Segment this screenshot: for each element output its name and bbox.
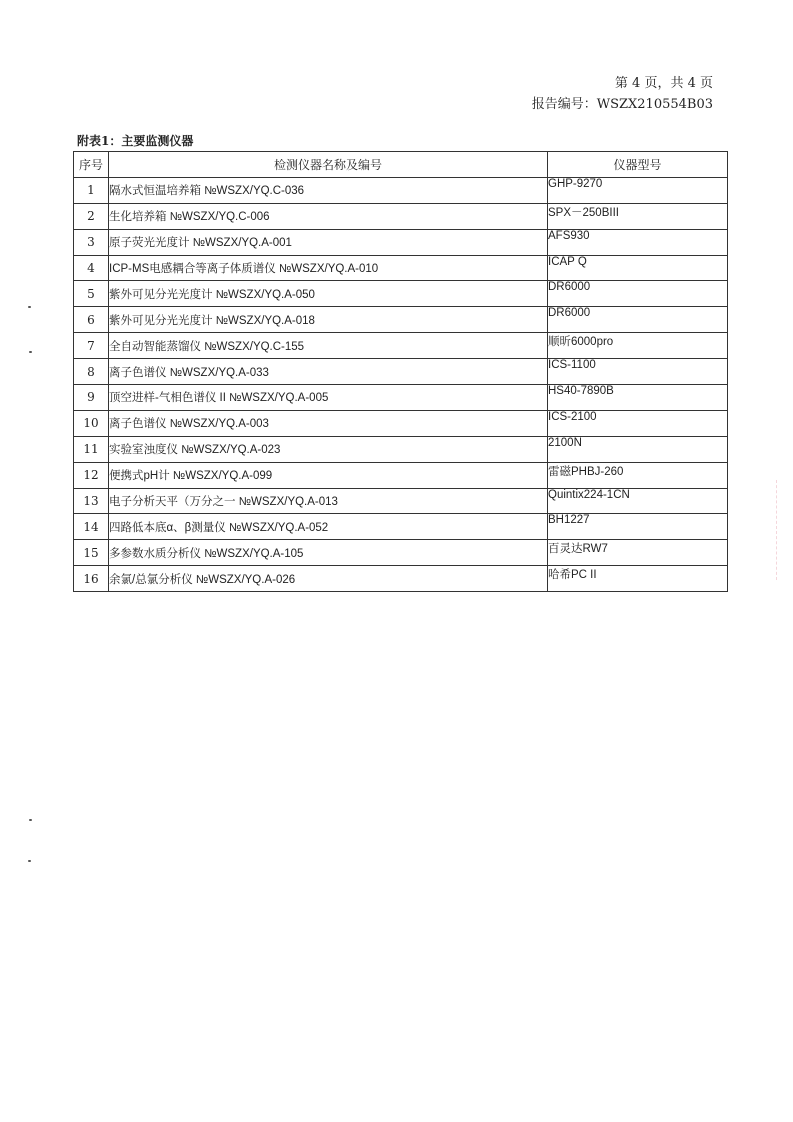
- cell-name: 电子分析天平（万分之一 №WSZX/YQ.A-013: [109, 488, 548, 514]
- scan-speck: [29, 351, 32, 353]
- cell-no: 9: [74, 385, 109, 411]
- table-header-row: [74, 152, 728, 178]
- table-row: [74, 566, 728, 592]
- cell-name: ICP-MS电感耦合等离子体质谱仪 №WSZX/YQ.A-010: [109, 255, 548, 281]
- cell-name: 余氯/总氯分析仪 №WSZX/YQ.A-026: [109, 566, 548, 592]
- cell-model: BH1227: [548, 514, 728, 540]
- cell-name: 顶空进样-气相色谱仪 II №WSZX/YQ.A-005: [109, 385, 548, 411]
- table-row: [74, 333, 728, 359]
- cell-no: 14: [74, 514, 109, 540]
- cell-model: DR6000: [548, 281, 728, 307]
- cell-model: 哈希PC II: [548, 566, 728, 592]
- cell-no: 2: [74, 203, 109, 229]
- table-row: [74, 359, 728, 385]
- page-info: 第 4 页，共 4 页: [614, 76, 713, 91]
- cell-no: 6: [74, 307, 109, 333]
- cell-name: 四路低本底α、β测量仪 №WSZX/YQ.A-052: [109, 514, 548, 540]
- cell-no: 8: [74, 359, 109, 385]
- cell-model: Quintix224-1CN: [548, 488, 728, 514]
- table-row: [74, 436, 728, 462]
- cell-model: ICAP Q: [548, 255, 728, 281]
- cell-name: 原子荧光光度计 №WSZX/YQ.A-001: [109, 229, 548, 255]
- cell-model: SPX－250BIII: [548, 203, 728, 229]
- cell-model: DR6000: [548, 307, 728, 333]
- cell-model: 2100N: [548, 436, 728, 462]
- cell-model: GHP-9270: [548, 177, 728, 203]
- table-row: [74, 462, 728, 488]
- cell-no: 3: [74, 229, 109, 255]
- report-number: 报告编号：WSZX210554B03: [531, 97, 713, 112]
- cell-model: ICS-2100: [548, 410, 728, 436]
- table-row: [74, 307, 728, 333]
- cell-model: 顺昕6000pro: [548, 333, 728, 359]
- table-caption: 附表1：主要监测仪器: [77, 134, 194, 148]
- cell-no: 16: [74, 566, 109, 592]
- cell-name: 紫外可见分光光度计 №WSZX/YQ.A-018: [109, 307, 548, 333]
- scan-speck: [29, 819, 32, 821]
- cell-model: 雷磁PHBJ-260: [548, 462, 728, 488]
- scan-speck: [28, 860, 31, 862]
- column-header-name: 检测仪器名称及编号: [109, 152, 548, 178]
- table-row: [74, 281, 728, 307]
- table-row: [74, 410, 728, 436]
- table-row: [74, 229, 728, 255]
- cell-name: 全自动智能蒸馏仪 №WSZX/YQ.C-155: [109, 333, 548, 359]
- cell-model: AFS930: [548, 229, 728, 255]
- cell-name: 紫外可见分光光度计 №WSZX/YQ.A-050: [109, 281, 548, 307]
- cell-no: 7: [74, 333, 109, 359]
- table-row: [74, 255, 728, 281]
- cell-name: 实验室浊度仪 №WSZX/YQ.A-023: [109, 436, 548, 462]
- table-row: [74, 203, 728, 229]
- cell-no: 15: [74, 540, 109, 566]
- cell-no: 13: [74, 488, 109, 514]
- cell-name: 隔水式恒温培养箱 №WSZX/YQ.C-036: [109, 177, 548, 203]
- instrument-table: [73, 151, 728, 592]
- cell-name: 多参数水质分析仪 №WSZX/YQ.A-105: [109, 540, 548, 566]
- cell-name: 生化培养箱 №WSZX/YQ.C-006: [109, 203, 548, 229]
- cell-model: HS40-7890B: [548, 385, 728, 411]
- page-header: [532, 73, 713, 115]
- table-row: [74, 488, 728, 514]
- column-header-no: 序号: [74, 152, 109, 178]
- table-row: [74, 385, 728, 411]
- cell-name: 离子色谱仪 №WSZX/YQ.A-033: [109, 359, 548, 385]
- cell-no: 10: [74, 410, 109, 436]
- cell-no: 1: [74, 177, 109, 203]
- cell-model: ICS-1100: [548, 359, 728, 385]
- cell-no: 4: [74, 255, 109, 281]
- scan-speck: [28, 306, 31, 308]
- table-row: [74, 540, 728, 566]
- table-row: [74, 514, 728, 540]
- cell-name: 离子色谱仪 №WSZX/YQ.A-003: [109, 410, 548, 436]
- seal-edge-mark: [776, 480, 793, 580]
- cell-no: 5: [74, 281, 109, 307]
- cell-no: 11: [74, 436, 109, 462]
- table-row: [74, 177, 728, 203]
- column-header-model: 仪器型号: [548, 152, 728, 178]
- cell-no: 12: [74, 462, 109, 488]
- cell-name: 便携式pH计 №WSZX/YQ.A-099: [109, 462, 548, 488]
- cell-model: 百灵达RW7: [548, 540, 728, 566]
